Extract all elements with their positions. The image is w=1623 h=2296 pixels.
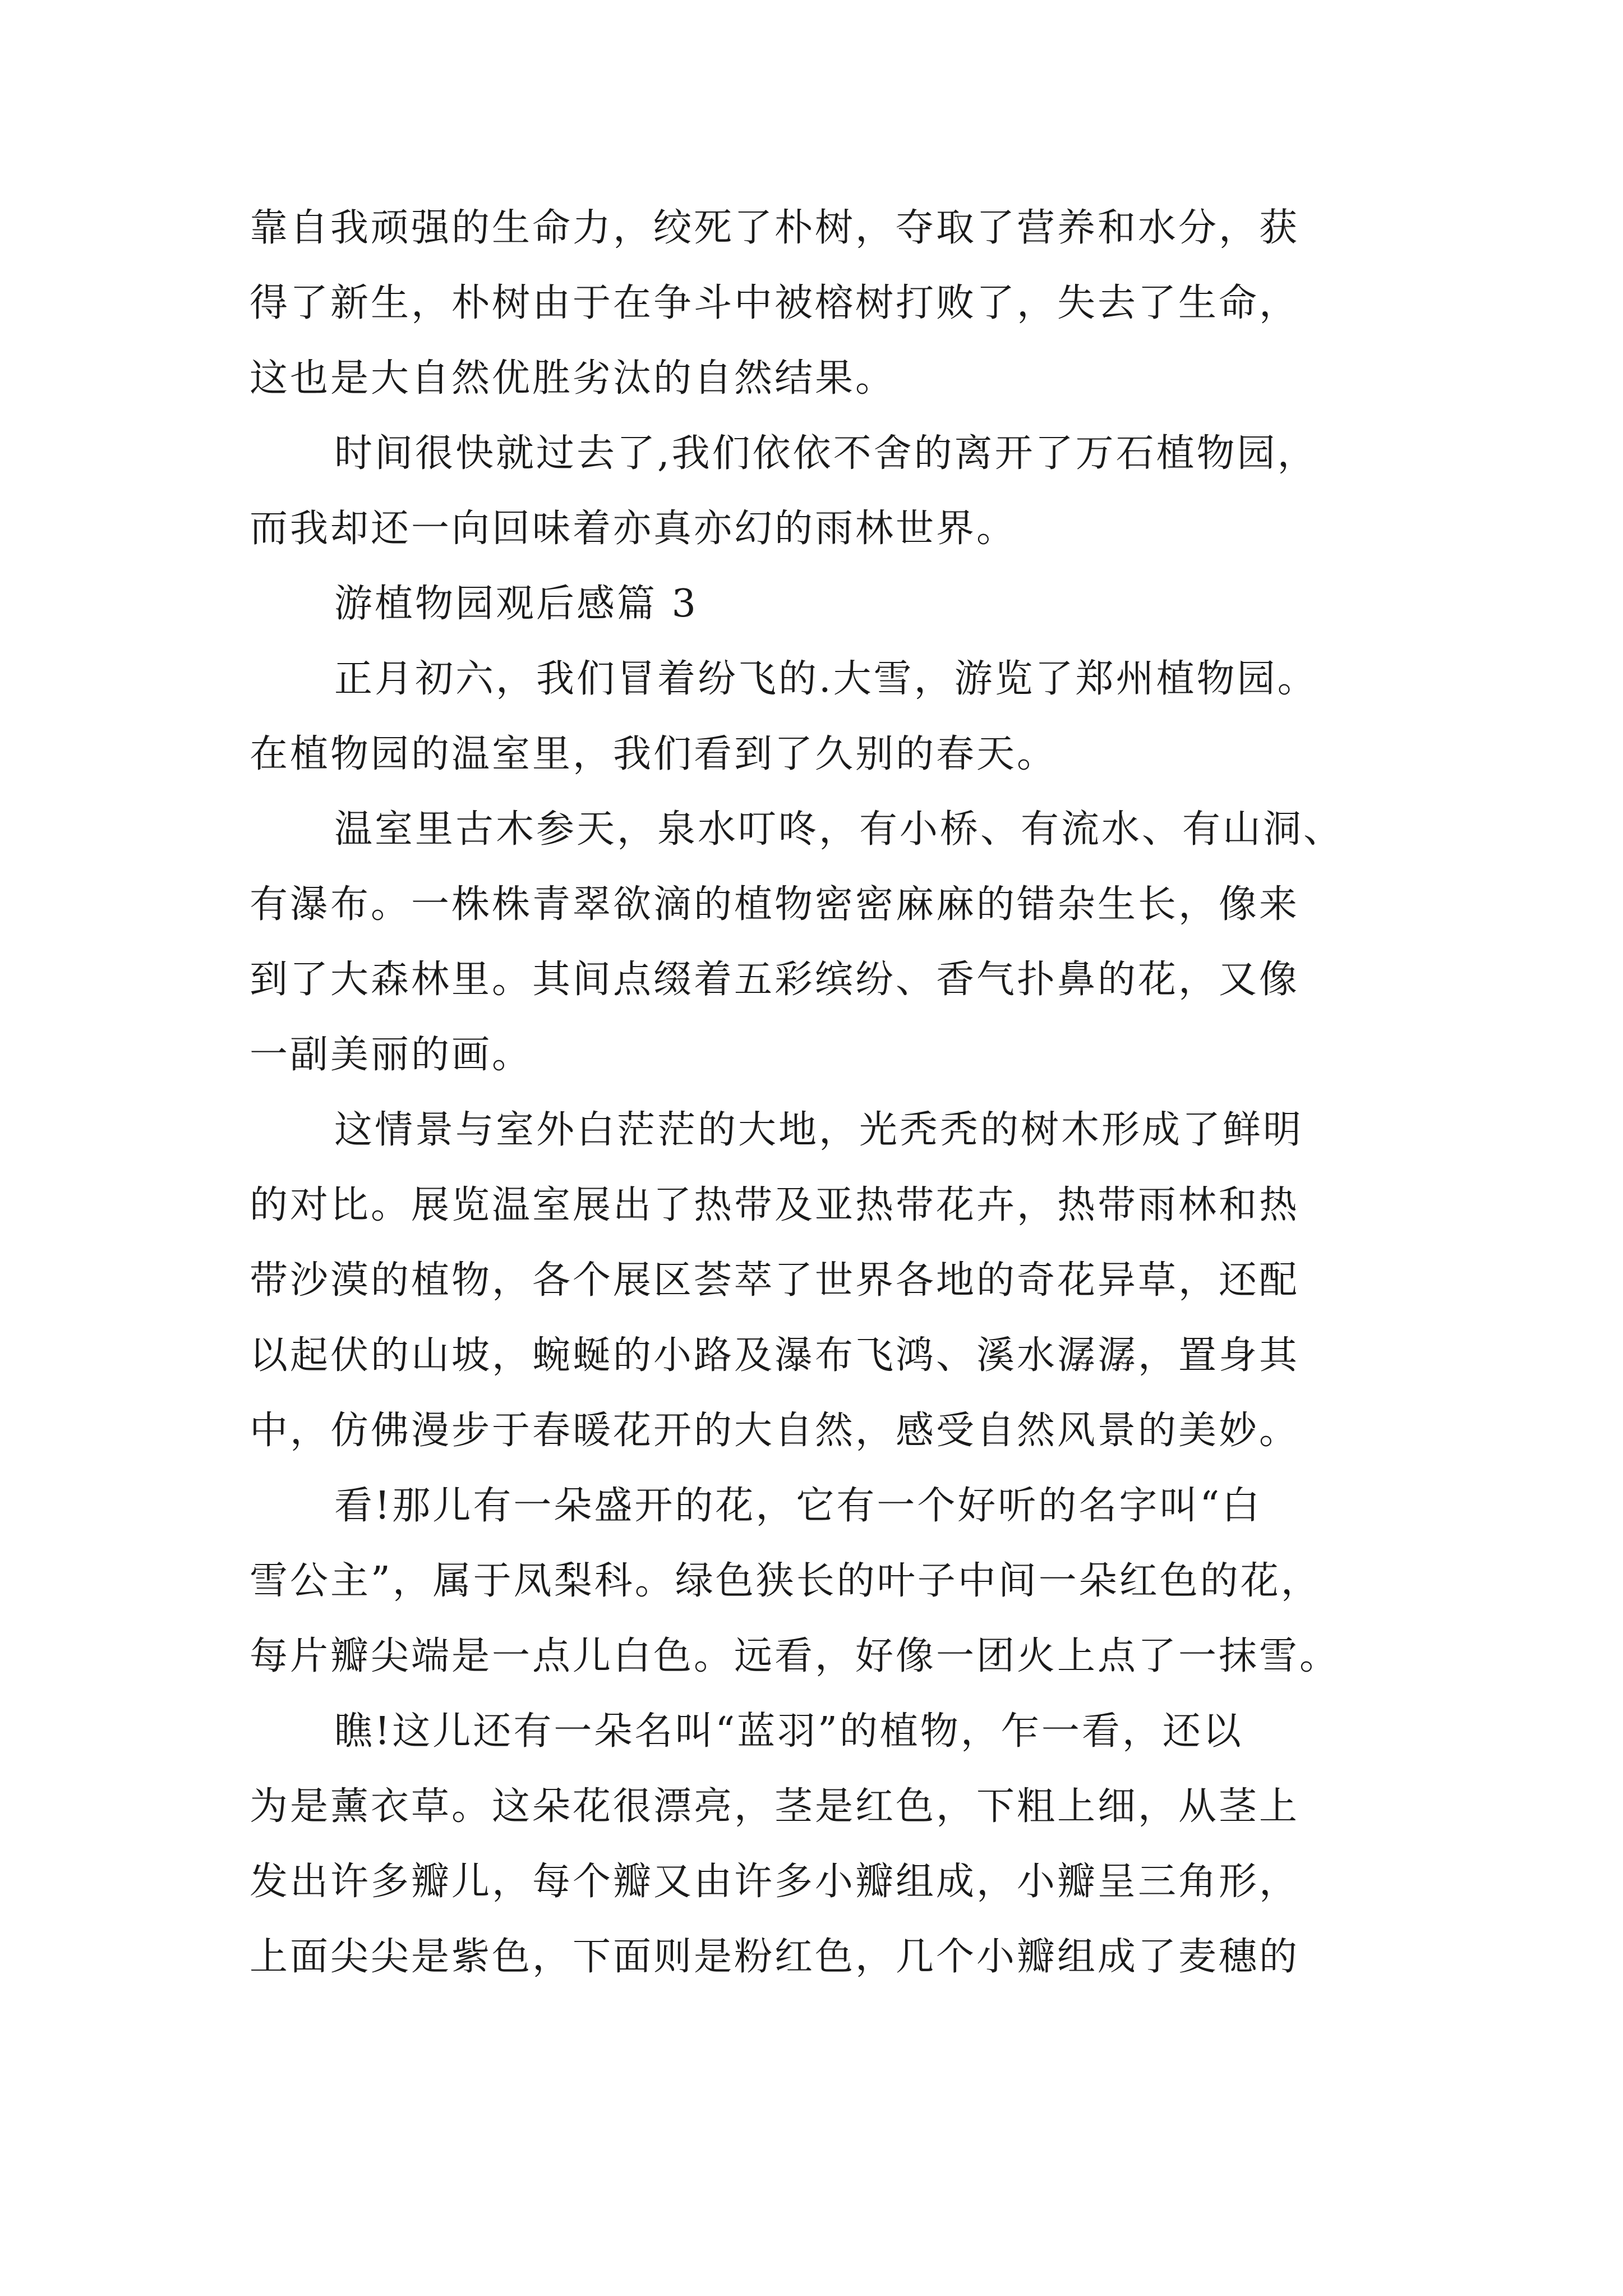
text-line: 这也是大自然优胜劣汰的自然结果。 <box>250 356 896 401</box>
text-line: 到了大森林里。其间点缀着五彩缤纷、香气扑鼻的花，又像 <box>250 958 1300 1002</box>
text-line: 中，仿佛漫步于春暖花开的大自然，感受自然风景的美妙。 <box>250 1409 1300 1453</box>
text-line: 在植物园的温室里，我们看到了久别的春天。 <box>250 732 1058 776</box>
paragraph-first-line: 看!那儿有一朵盛开的花，它有一个好听的名字叫“白 <box>334 1484 1262 1528</box>
text-line: 有瀑布。一株株青翠欲滴的植物密密麻麻的错杂生长，像来 <box>250 882 1300 927</box>
text-line: 上面尖尖是紫色，下面则是粉红色，几个小瓣组成了麦穗的 <box>250 1935 1300 1979</box>
paragraph-first-line: 温室里古木参天，泉水叮咚，有小桥、有流水、有山洞、 <box>334 807 1344 852</box>
text-line: 而我却还一向回味着亦真亦幻的雨林世界。 <box>250 507 1017 551</box>
paragraph-first-line: 正月初六，我们冒着纷飞的.大雪，游览了郑州植物园。 <box>334 657 1318 701</box>
text-line: 带沙漠的植物，各个展区荟萃了世界各地的奇花异草，还配 <box>250 1258 1300 1303</box>
text-line: 一副美丽的画。 <box>250 1033 533 1077</box>
text-line: 每片瓣尖端是一点儿白色。远看，好像一团火上点了一抹雪。 <box>250 1634 1340 1678</box>
text-line: 为是薰衣草。这朵花很漂亮，茎是红色，下粗上细，从茎上 <box>250 1784 1300 1829</box>
text-line: 得了新生，朴树由于在争斗中被榕树打败了，失去了生命， <box>250 281 1300 325</box>
text-line: 发出许多瓣儿，每个瓣又由许多小瓣组成，小瓣呈三角形， <box>250 1860 1300 1904</box>
text-line: 靠自我顽强的生命力，绞死了朴树，夺取了营养和水分，获 <box>250 206 1300 250</box>
text-line: 的对比。展览温室展出了热带及亚热带花卉，热带雨林和热 <box>250 1183 1300 1227</box>
paragraph-first-line: 瞧!这儿还有一朵名叫“蓝羽”的植物，乍一看，还以 <box>334 1709 1243 1754</box>
paragraph-first-line: 时间很快就过去了,我们依依不舍的离开了万石植物园， <box>334 431 1318 476</box>
section-heading: 游植物园观后感篇 3 <box>334 582 698 626</box>
paragraph-first-line: 这情景与室外白茫茫的大地，光秃秃的树木形成了鲜明 <box>334 1108 1304 1152</box>
text-line: 雪公主”，属于凤梨科。绿色狭长的叶子中间一朵红色的花， <box>250 1559 1321 1603</box>
text-line: 以起伏的山坡，蜿蜒的小路及瀑布飞鸿、溪水潺潺，置身其 <box>250 1333 1300 1378</box>
